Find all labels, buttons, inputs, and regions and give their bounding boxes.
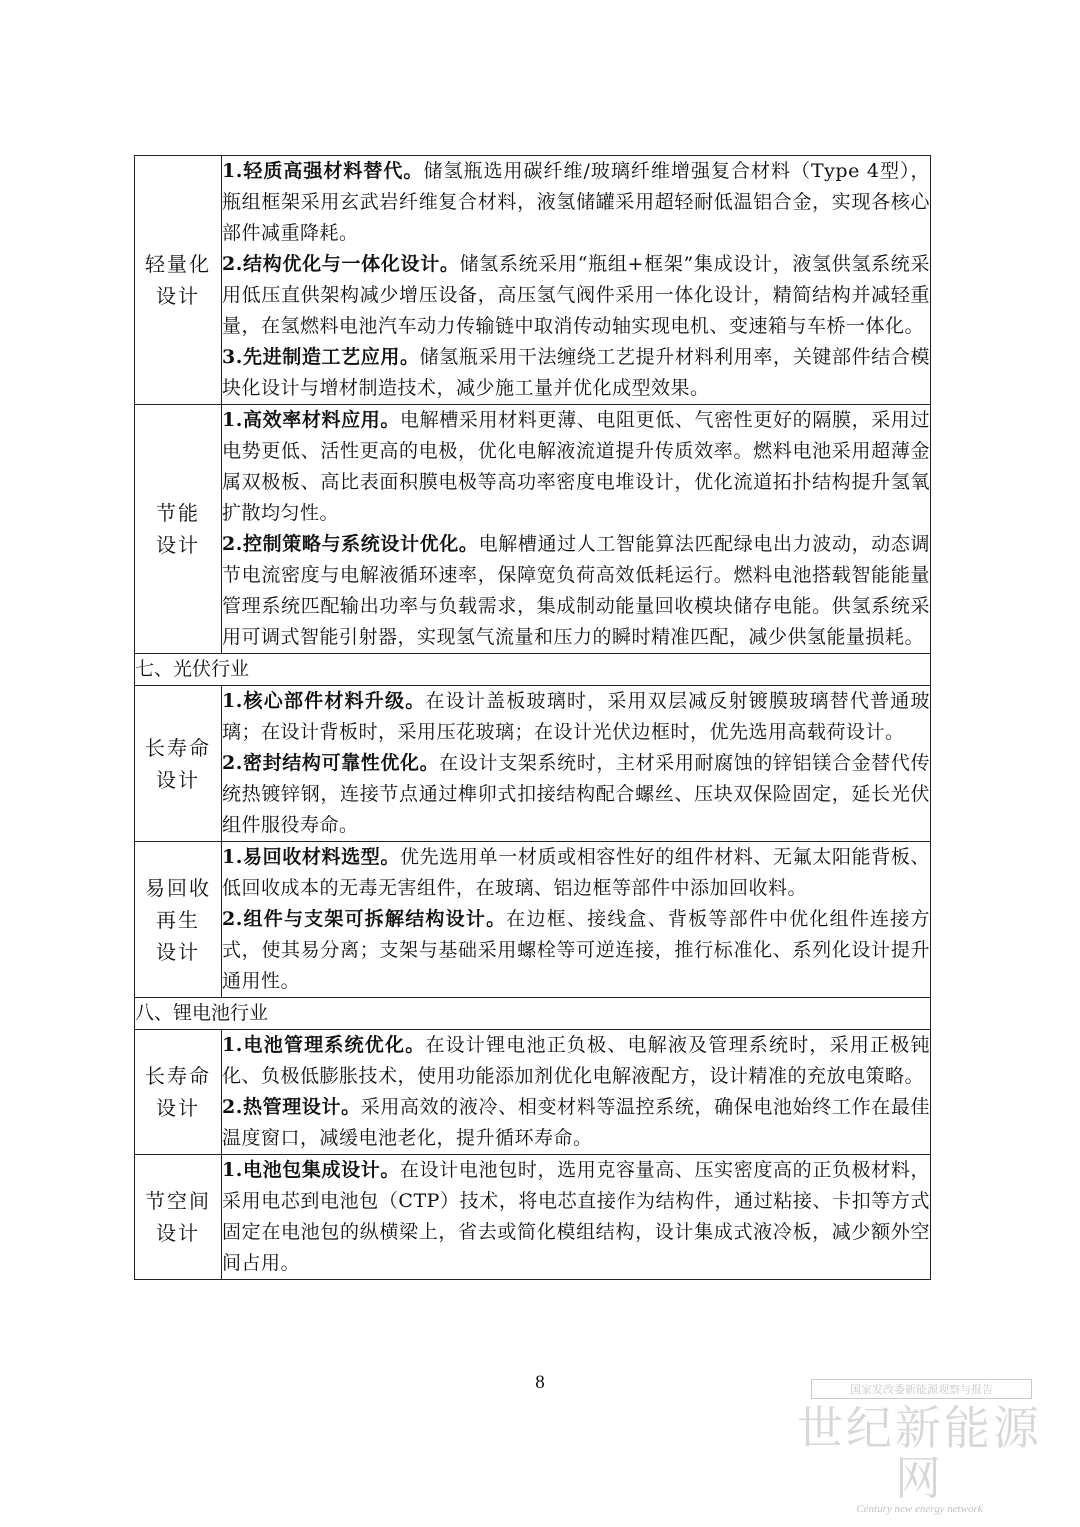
item-title: 2.结构优化与一体化设计。	[222, 253, 460, 275]
item-text: 在设计盖板玻璃时，采用双层减反射镀膜玻璃替代普通玻璃；在设计背板时，采用压花玻璃；在设计光伏边框时，优先选用高载荷设计。	[222, 690, 930, 743]
category-label: 节能 设计	[156, 501, 200, 557]
list-item	[222, 842, 930, 904]
category-label: 长寿命 设计	[145, 1064, 211, 1120]
watermark	[797, 1379, 1042, 1515]
watermark-logo-text: 世纪新能源网	[797, 1401, 1042, 1505]
watermark-subtitle: Century new energy network	[856, 1503, 983, 1515]
table-row	[135, 1155, 931, 1280]
content-cell	[222, 405, 931, 654]
item-text: 在设计支架系统时，主材采用耐腐蚀的锌铝镁合金替代传统热镀锌钢，连接节点通过榫卯式扣接结构配合螺丝、压块双保险固定，延长光伏组件服役寿命。	[222, 752, 930, 836]
item-title: 2.控制策略与系统设计优化。	[222, 533, 479, 555]
table-row	[135, 842, 931, 998]
watermark-slogan: 国家发改委新能源观察与报告	[811, 1379, 1032, 1399]
category-label: 节空间 设计	[145, 1189, 211, 1245]
category-cell	[135, 686, 222, 842]
category-cell	[135, 842, 222, 998]
category-cell	[135, 156, 222, 405]
section-header: 八、锂电池行业	[135, 998, 931, 1030]
content-cell	[222, 156, 931, 405]
content-cell	[222, 842, 931, 998]
item-text: 优先选用单一材质或相容性好的组件材料、无氟太阳能背板、低回收成本的无毒无害组件，在玻璃、铝边框等部件中添加回收料。	[222, 846, 930, 899]
category-cell	[135, 405, 222, 654]
category-cell	[135, 1155, 222, 1280]
section-header: 七、光伏行业	[135, 654, 931, 686]
item-title: 2.密封结构可靠性优化。	[222, 752, 440, 774]
item-title: 1.电池管理系统优化。	[222, 1034, 426, 1056]
item-text: 储氢瓶采用干法缠绕工艺提升材料利用率，关键部件结合模块化设计与增材制造技术，减少施工量并优化成型效果。	[222, 346, 930, 399]
item-text: 电解槽采用材料更薄、电阻更低、气密性更好的隔膜，采用过电势更低、活性更高的电极，优化电解液流道提升传质效率。燃料电池采用超薄金属双极板、高比表面积膜电极等高功率密度电堆设计，优化流道拓扑结构提升氢氧扩散均匀性。	[222, 409, 930, 524]
item-text: 电解槽通过人工智能算法匹配绿电出力波动，动态调节电流密度与电解液循环速率，保障宽负荷高效低耗运行。燃料电池搭载智能能量管理系统匹配输出功率与负载需求，集成制动能量回收模块储存电能。供氢系统采用可调式智能引射器，实现氢气流量和压力的瞬时精准匹配，减少供氢能量损耗。	[222, 533, 930, 648]
category-cell	[135, 1030, 222, 1155]
item-title: 3.先进制造工艺应用。	[222, 346, 420, 368]
list-item	[222, 249, 930, 342]
list-item	[222, 748, 930, 841]
category-label: 长寿命 设计	[145, 735, 211, 792]
item-text: 储氢瓶选用碳纤维/玻璃纤维增强复合材料（Type 4型），瓶组框架采用玄武岩纤维复合材料，液氢储罐采用超轻耐低温铝合金，实现各核心部件减重降耗。	[222, 160, 930, 244]
item-text: 在边框、接线盒、背板等部件中优化组件连接方式，使其易分离；支架与基础采用螺栓等可逆连接，推行标准化、系列化设计提升通用性。	[222, 908, 930, 992]
category-label: 轻量化 设计	[145, 252, 211, 308]
table-row	[135, 156, 931, 405]
item-text: 在设计电池包时，选用克容量高、压实密度高的正负极材料，采用电芯到电池包（CTP）技术，将电芯直接作为结构件，通过粘接、卡扣等方式固定在电池包的纵横梁上，省去或简化模组结构，设计集成式液冷板，减少额外空间占用。	[222, 1159, 930, 1274]
page-number: 8	[535, 1372, 545, 1393]
content-cell	[222, 1155, 931, 1280]
list-item	[222, 686, 930, 748]
table-row	[135, 686, 931, 842]
table-row	[135, 405, 931, 654]
item-title: 1.轻质高强材料替代。	[222, 160, 424, 182]
list-item	[222, 529, 930, 653]
item-title: 1.易回收材料选型。	[222, 846, 401, 868]
list-item	[222, 1155, 930, 1279]
list-item	[222, 405, 930, 529]
table-row	[135, 1030, 931, 1155]
item-title: 2.组件与支架可拆解结构设计。	[222, 908, 507, 930]
list-item	[222, 1092, 930, 1154]
item-title: 1.核心部件材料升级。	[222, 690, 426, 712]
list-item	[222, 156, 930, 249]
item-title: 2.热管理设计。	[222, 1096, 361, 1118]
content-cell	[222, 686, 931, 842]
content-table	[134, 155, 931, 1280]
content-cell	[222, 1030, 931, 1155]
list-item	[222, 1030, 930, 1092]
item-title: 1.电池包集成设计。	[222, 1159, 401, 1181]
item-text: 采用高效的液冷、相变材料等温控系统，确保电池始终工作在最佳温度窗口，减缓电池老化，提升循环寿命。	[222, 1096, 930, 1149]
list-item	[222, 342, 930, 404]
item-text: 储氢系统采用“瓶组+框架”集成设计，液氢供氢系统采用低压直供架构减少增压设备，高压氢气阀件采用一体化设计，精简结构并减轻重量，在氢燃料电池汽车动力传输链中取消传动轴实现电机、变速箱与车桥一体化。	[222, 253, 930, 337]
item-title: 1.高效率材料应用。	[222, 409, 401, 431]
section-header-row	[135, 654, 931, 686]
list-item	[222, 904, 930, 997]
section-header-row	[135, 998, 931, 1030]
category-label: 易回收 再生 设计	[145, 875, 211, 964]
item-text: 在设计锂电池正负极、电解液及管理系统时，采用正极钝化、负极低膨胀技术，使用功能添加剂优化电解液配方，设计精准的充放电策略。	[222, 1034, 930, 1087]
